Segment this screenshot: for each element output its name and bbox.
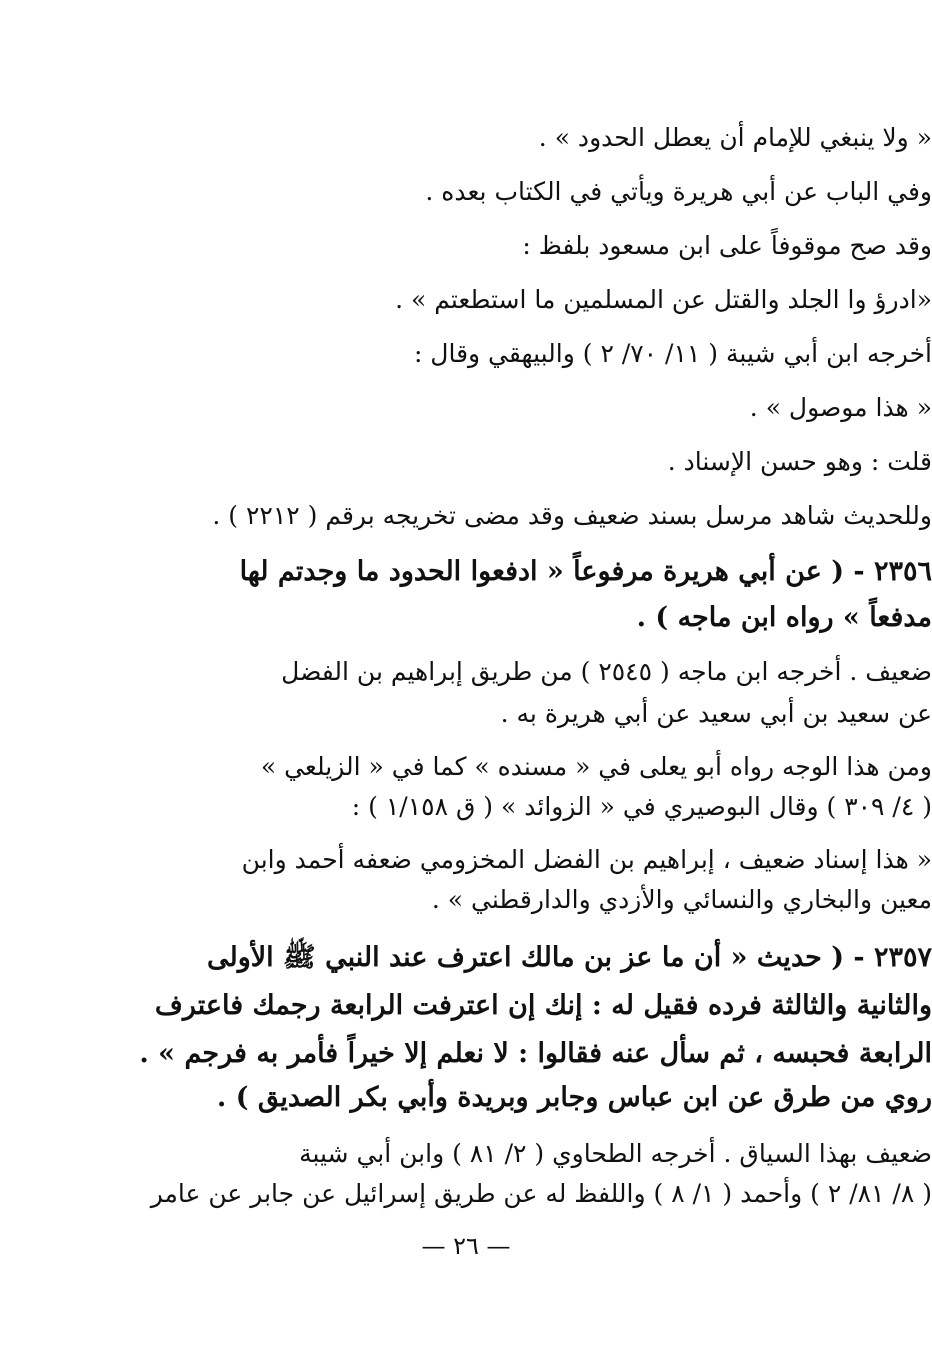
- text-line: ضعيف بهذا السياق . أخرجه الطحاوي ( ٢/ ٨١ ) وابن أبي شيبة: [299, 1139, 932, 1168]
- text-line: معين والبخاري والنسائي والأزدي والدارقطني » .: [431, 885, 932, 914]
- text-line: وقد صح موقوفاً على ابن مسعود بلفظ :: [522, 231, 932, 260]
- text-line: ( ٤/ ٣٠٩ ) وقال البوصيري في « الزوائد » ( ق ١/١٥٨ ) :: [351, 792, 932, 821]
- text-line: عن سعيد بن أبي سعيد عن أبي هريرة به .: [500, 699, 932, 728]
- text-line: أخرجه ابن أبي شيبة ( ١١/ ٧٠/ ٢ ) والبيهقي وقال :: [413, 339, 932, 368]
- hadith-heading-2356: ٢٣٥٦ - ( عن أبي هريرة مرفوعاً « ادفعوا الحدود ما وجدتم لها: [239, 556, 932, 587]
- text-line: ( ٨/ ٨١/ ٢ ) وأحمد ( ١/ ٨ ) واللفظ له عن طريق إسرائيل عن جابر عن عامر: [150, 1179, 932, 1208]
- page-number: — ٢٦ —: [421, 1232, 511, 1260]
- text-line: « هذا إسناد ضعيف ، إبراهيم بن الفضل المخزومي ضعفه أحمد وابن: [241, 845, 932, 874]
- hadith-heading-2357-cont: الرابعة فحبسه ، ثم سأل عنه فقالوا : لا نعلم إلا خيراً فأمر به فرجم » .: [139, 1038, 932, 1069]
- hadith-heading-2356-cont: مدفعاً » رواه ابن ماجه ) .: [636, 602, 932, 633]
- text-line: « هذا موصول » .: [749, 393, 932, 422]
- text-line: قلت : وهو حسن الإسناد .: [667, 447, 932, 476]
- text-line: ومن هذا الوجه رواه أبو يعلى في « مسنده » كما في « الزيلعي »: [260, 752, 932, 781]
- hadith-heading-2357-cont: روي من طرق عن ابن عباس وجابر وبريدة وأبي بكر الصديق ) .: [216, 1082, 932, 1113]
- text-line: وللحديث شاهد مرسل بسند ضعيف وقد مضى تخريجه برقم ( ٢٢١٢ ) .: [212, 501, 932, 530]
- text-line: ضعيف . أخرجه ابن ماجه ( ٢٥٤٥ ) من طريق إبراهيم بن الفضل: [281, 657, 932, 686]
- text-line: « ولا ينبغي للإمام أن يعطل الحدود » .: [538, 123, 932, 152]
- hadith-heading-2357: ٢٣٥٧ - ( حديث « أن ما عز بن مالك اعترف عند النبي ﷺ الأولى: [206, 942, 932, 973]
- text-line: وفي الباب عن أبي هريرة ويأتي في الكتاب بعده .: [425, 177, 932, 206]
- text-line: «ادرؤ وا الجلد والقتل عن المسلمين ما استطعتم » .: [395, 285, 932, 314]
- hadith-heading-2357-cont: والثانية والثالثة فرده فقيل له : إنك إن اعترفت الرابعة رجمك فاعترف: [154, 990, 932, 1021]
